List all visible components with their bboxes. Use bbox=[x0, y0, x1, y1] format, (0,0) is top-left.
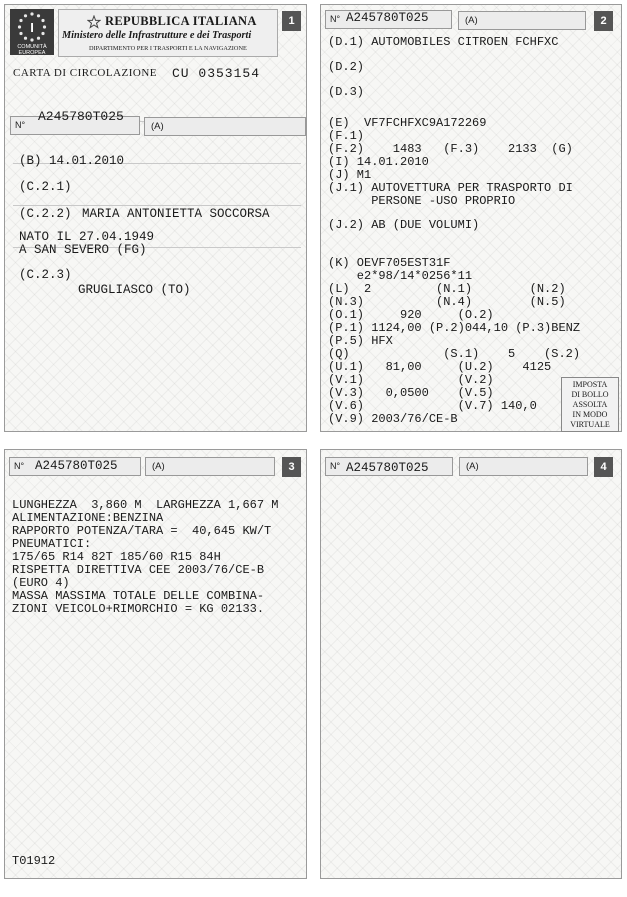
spec-line: RISPETTA DIRETTIVA CEE 2003/76/CE-B bbox=[12, 563, 265, 577]
page-2 bbox=[320, 4, 622, 432]
eu-letter: I bbox=[30, 20, 34, 35]
spec-line: (EURO 4) bbox=[12, 576, 70, 590]
stamp-line: ASSOLTA bbox=[572, 400, 608, 409]
birth-date: NATO IL 27.04.1949 bbox=[19, 230, 155, 244]
ministry-header bbox=[58, 9, 278, 57]
a-field-box: (A) bbox=[459, 457, 588, 476]
spec-line: ALIMENTAZIONE:BENZINA bbox=[12, 511, 164, 525]
field-l: (L) 2 (N.1) (N.2) bbox=[328, 282, 566, 296]
spec-line: PNEUMATICI: bbox=[12, 537, 92, 551]
field-f1: (F.1) bbox=[328, 129, 365, 143]
document-number: CU 0353154 bbox=[172, 66, 261, 81]
stamp-line: VIRTUALE bbox=[570, 420, 610, 429]
field-u1: (U.1) 81,00 (U.2) 4125 bbox=[328, 360, 552, 374]
republic-title: REPUBBLICA ITALIANA bbox=[105, 14, 257, 28]
field-q: (Q) (S.1) 5 (S.2) bbox=[328, 347, 581, 361]
number-label: N° bbox=[15, 120, 26, 130]
field-v3: (V.3) 0,0500 (V.5) bbox=[328, 386, 494, 400]
number-label: N° bbox=[330, 461, 341, 471]
field-i: (I) 14.01.2010 bbox=[328, 155, 429, 169]
field-j2: (J.2) AB (DUE VOLUMI) bbox=[328, 218, 480, 232]
field-d3: (D.3) bbox=[328, 85, 365, 99]
registration-number: A245780T025 bbox=[38, 109, 124, 124]
page-1 bbox=[4, 4, 307, 432]
page-number: 1 bbox=[282, 11, 301, 31]
field-j1-cont: PERSONE -USO PROPRIO bbox=[328, 194, 516, 208]
spec-line: MASSA MASSIMA TOTALE DELLE COMBINA- bbox=[12, 589, 265, 603]
field-b: (B) 14.01.2010 bbox=[19, 154, 125, 168]
microtext-block bbox=[13, 83, 301, 109]
spec-line: ZIONI VEICOLO+RIMORCHIO = KG 02133. bbox=[12, 602, 265, 616]
stamp-line: DI BOLLO bbox=[571, 390, 609, 399]
field-p1: (P.1) 1124,00 (P.2)044,10 (P.3)BENZ bbox=[328, 321, 581, 335]
registration-number: A245780T025 bbox=[346, 11, 429, 25]
field-e: (E) VF7FCHFXC9A172269 bbox=[328, 116, 487, 130]
a-field-box: (A) bbox=[145, 457, 275, 476]
stamp-line: IN MODO bbox=[572, 410, 608, 419]
field-c23-code: (C.2.3) bbox=[19, 268, 72, 282]
eu-label: COMUNITÀ EUROPEA bbox=[17, 44, 47, 56]
field-c22-name: MARIA ANTONIETTA SOCCORSA bbox=[82, 207, 270, 221]
page-number: 3 bbox=[282, 457, 301, 477]
spec-line: RAPPORTO POTENZA/TARA = 40,645 KW/T bbox=[12, 524, 272, 538]
field-k: (K) OEVF705EST31F bbox=[328, 256, 451, 270]
tax-stamp bbox=[561, 377, 619, 432]
page-number: 4 bbox=[594, 457, 613, 477]
number-label: N° bbox=[14, 461, 25, 471]
registration-number: A245780T025 bbox=[346, 461, 429, 475]
a-field-box: (A) bbox=[144, 117, 306, 136]
eu-emblem bbox=[10, 9, 54, 55]
field-v1: (V.1) (V.2) bbox=[328, 373, 494, 387]
page-4 bbox=[320, 449, 622, 879]
field-f2: (F.2) 1483 (F.3) 2133 (G) bbox=[328, 142, 573, 156]
field-o1: (O.1) 920 (O.2) bbox=[328, 308, 494, 322]
registration-number: A245780T025 bbox=[35, 459, 118, 473]
field-n3: (N.3) (N.4) (N.5) bbox=[328, 295, 566, 309]
field-c22-code: (C.2.2) bbox=[19, 207, 72, 221]
department-name: DIPARTIMENTO PER I TRASPORTI E LA NAVIGAZIONE bbox=[89, 45, 247, 52]
page-number: 2 bbox=[594, 11, 613, 31]
emblem-icon bbox=[87, 15, 101, 29]
page-3 bbox=[4, 449, 307, 879]
spec-line: 175/65 R14 82T 185/60 R15 84H bbox=[12, 550, 221, 564]
field-j1: (J.1) AUTOVETTURA PER TRASPORTO DI bbox=[328, 181, 573, 195]
field-k-approval: e2*98/14*0256*11 bbox=[328, 269, 473, 283]
field-j: (J) M1 bbox=[328, 168, 372, 182]
footer-code: T01912 bbox=[12, 854, 56, 868]
field-d1: (D.1) AUTOMOBILES CITROEN FCHFXC bbox=[328, 35, 559, 49]
number-label: N° bbox=[330, 14, 341, 24]
stamp-line: IMPOSTA bbox=[572, 380, 608, 389]
field-c21: (C.2.1) bbox=[19, 180, 72, 194]
birth-place: A SAN SEVERO (FG) bbox=[19, 243, 147, 257]
field-v6: (V.6) (V.7) 140,0 bbox=[328, 399, 537, 413]
document-title: CARTA DI CIRCOLAZIONE bbox=[13, 67, 158, 79]
field-d2: (D.2) bbox=[328, 60, 365, 74]
spec-line: LUNGHEZZA 3,860 M LARGHEZZA 1,667 M bbox=[12, 498, 279, 512]
ministry-name: Ministero delle Infrastrutture e dei Trasporti bbox=[62, 30, 252, 41]
field-p5: (P.5) HFX bbox=[328, 334, 393, 348]
field-c23-value: GRUGLIASCO (TO) bbox=[78, 283, 191, 297]
a-field-box: (A) bbox=[458, 11, 586, 30]
field-v9: (V.9) 2003/76/CE-B bbox=[328, 412, 458, 426]
